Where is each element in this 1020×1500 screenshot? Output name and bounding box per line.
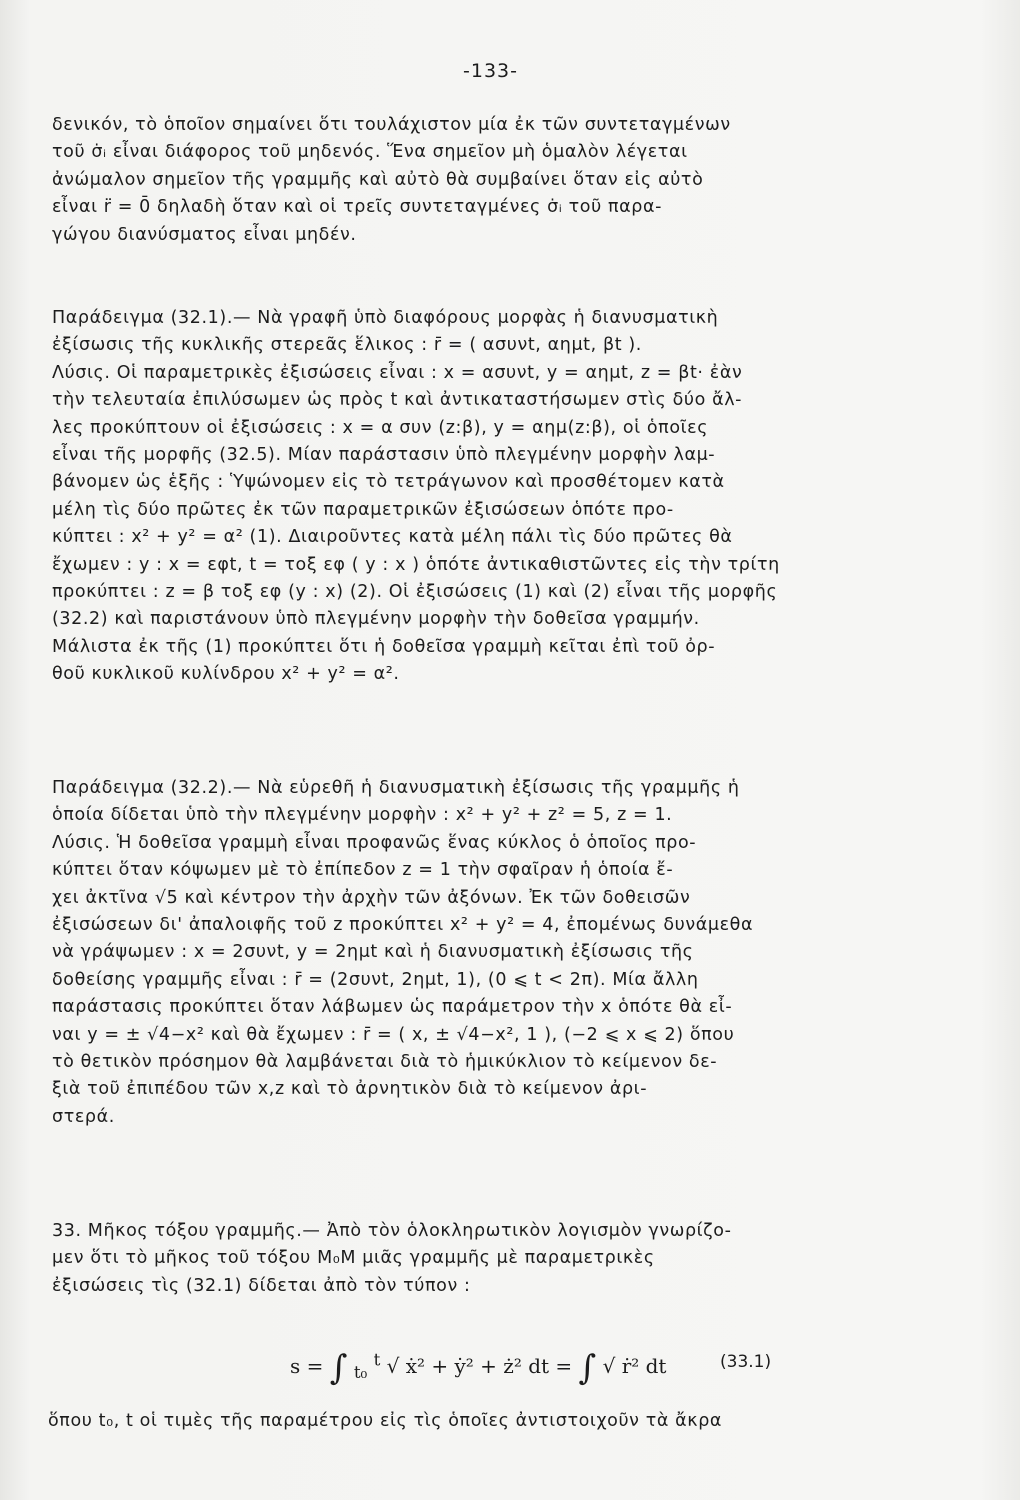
text-line: βάνομεν ὡς ἑξῆς : Ὑψώνομεν εἰς τὸ τετράγωνον καὶ προσθέτομεν κατὰ <box>52 472 725 493</box>
formula-integrand-2: √ ṙ² dt <box>602 1354 667 1378</box>
formula-integrand-1: √ ẋ² + ẏ² + ż² dt = <box>386 1354 579 1378</box>
text-line: ναι y = ± √4−x² καὶ θὰ ἔχωμεν : r̄ = ( x, ± √4−x², 1 ), (−2 ⩽ x ⩽ 2) ὅπου <box>52 1024 735 1045</box>
text-line: ὁποία δίδεται ὑπὸ τὴν πλεγμένην μορφὴν : x² + y² + z² = 5, z = 1. <box>52 805 673 826</box>
equation-number: (33.1) <box>720 1352 772 1372</box>
text-line: Λύσις. Οἱ παραμετρικὲς ἐξισώσεις εἶναι : x = ασυνt, y = αημt, z = βt· ἐὰν <box>52 362 743 383</box>
text-line: χει ἀκτῖνα √5 καὶ κέντρον τὴν ἀρχὴν τῶν ἀξόνων. Ἐκ τῶν δοθεισῶν <box>52 887 691 908</box>
text-line: κύπτει ὅταν κόψωμεν μὲ τὸ ἐπίπεδον z = 1 τὴν σφαῖραν ἡ ὁποία ἔ- <box>52 860 674 881</box>
text-line: στερά. <box>52 1106 115 1127</box>
text-line: Λύσις. Ἡ δοθεῖσα γραμμὴ εἶναι προφανῶς ἕνας κύκλος ὁ ὁποῖος προ- <box>52 832 697 853</box>
text-line: ὅπου t₀, t οἱ τιμὲς τῆς παραμέτρου εἰς τὶς ὁποῖες ἀντιστοιχοῦν τὰ ἄκρα <box>48 1411 723 1431</box>
text-line: τὴν τελευταία ἐπιλύσωμεν ὡς πρὸς t καὶ ἀντικαταστήσωμεν στὶς δύο ἄλ- <box>52 390 743 411</box>
example-32-1 <box>52 305 932 688</box>
section-heading-line: 33. Μῆκος τόξου γραμμῆς.— Ἀπὸ τὸν ὁλοκληρωτικὸν λογισμὸν γνωρίζο- <box>52 1221 732 1241</box>
text-line: δοθείσης γραμμῆς εἶναι : r̄ = (2συνt, 2ημt, 1), (0 ⩽ t < 2π). Μία ἄλλη <box>52 969 699 990</box>
formula-33-1 <box>290 1348 810 1388</box>
text-line: τὸ θετικὸν πρόσημον θὰ λαμβάνεται διὰ τὸ ἡμικύκλιον τὸ κείμενον δε- <box>52 1051 718 1072</box>
page-number: -133- <box>463 60 518 82</box>
text-line: ξιὰ τοῦ ἐπιπέδου τῶν x,z καὶ τὸ ἀρνητικὸν διὰ τὸ κείμενον ἀρι- <box>52 1079 648 1100</box>
text-line: Μάλιστα ἐκ τῆς (1) προκύπτει ὅτι ἡ δοθεῖσα γραμμὴ κεῖται ἐπὶ τοῦ ὀρ- <box>52 636 716 657</box>
text-line: γώγου διανύσματος εἶναι μηδέν. <box>52 224 357 245</box>
text-line: τοῦ σ̇ᵢ εἶναι διάφορος τοῦ μηδενός. Ἕνα σημεῖον μὴ ὁμαλὸν λέγεται <box>52 142 688 163</box>
integral-sign: ∫ <box>578 1348 597 1388</box>
text-line: ἐξίσωσις τῆς κυκλικῆς στερεᾶς ἕλικος : r̄ = ( ασυνt, αημt, βt ). <box>52 335 642 356</box>
text-line: ἐξισώσεων δι' ἀπαλοιφῆς τοῦ z προκύπτει x² + y² = 4, ἐπομένως δυνάμεθα <box>52 914 754 935</box>
text-line: ἀνώμαλον σημεῖον τῆς γραμμῆς καὶ αὐτὸ θὰ συμβαίνει ὅταν εἰς αὐτὸ <box>52 169 704 190</box>
integral-lower-limit: t₀ <box>353 1363 368 1382</box>
text-line: μεν ὅτι τὸ μῆκος τοῦ τόξου M₀M μιᾶς γραμμῆς μὲ παραμετρικὲς <box>52 1248 655 1269</box>
text-line: εἶναι r̈ = 0̄ δηλαδὴ ὅταν καὶ οἱ τρεῖς συντεταγμένες σ̇ᵢ τοῦ παρα- <box>52 197 663 218</box>
text-line: (32.2) καὶ παριστάνουν ὑπὸ πλεγμένην μορφὴν τὴν δοθεῖσα γραμμήν. <box>52 609 700 630</box>
text-line: λες προκύπτουν οἱ ἐξισώσεις : x = α συν (z:β), y = αημ(z:β), οἱ ὁποῖες <box>52 417 709 438</box>
text-line: νὰ γράψωμεν : x = 2συνt, y = 2ημt καὶ ἡ διανυσματικὴ ἐξίσωσις τῆς <box>52 942 694 963</box>
text-line: ἔχωμεν : y : x = εφt, t = τοξ εφ ( y : x ) ὁπότε ἀντικαθιστῶντες εἰς τὴν τρίτη <box>52 554 780 575</box>
integral-upper-limit: t <box>373 1350 381 1370</box>
formula-lhs: s = <box>290 1354 330 1378</box>
text-line: ἐξισώσεις τὶς (32.1) δίδεται ἀπὸ τὸν τύπον : <box>52 1275 471 1296</box>
text-line: εἶναι τῆς μορφῆς (32.5). Μίαν παράστασιν ὑπὸ πλεγμένην μορφὴν λαμ- <box>52 444 716 465</box>
section-33 <box>52 1218 932 1300</box>
integral-sign: ∫ <box>329 1348 348 1388</box>
text-line: κύπτει : x² + y² = α² (1). Διαιροῦντες κατὰ μέλη πάλι τὶς δύο πρῶτες θὰ <box>52 527 733 548</box>
text-line: θοῦ κυκλικοῦ κυλίνδρου x² + y² = α². <box>52 664 400 685</box>
text-line: δενικόν, τὸ ὁποῖον σημαίνει ὅτι τουλάχιστον μία ἐκ τῶν συντεταγμένων <box>52 115 731 135</box>
example-heading-line: Παράδειγμα (32.1).— Νὰ γραφῆ ὑπὸ διαφόρους μορφὰς ἡ διανυσματικὴ <box>52 308 719 328</box>
example-heading-line: Παράδειγμα (32.2).— Νὰ εὑρεθῆ ἡ διανυσματικὴ ἐξίσωσις τῆς γραμμῆς ἡ <box>52 778 740 798</box>
text-line: παράστασις προκύπτει ὅταν λάβωμεν ὡς παράμετρον τὴν x ὁπότε θὰ εἶ- <box>52 997 733 1018</box>
example-32-2 <box>52 775 932 1131</box>
intro-paragraph <box>52 112 932 249</box>
text-line: προκύπτει : z = β τοξ εφ (y : x) (2). Οἱ ἐξισώσεις (1) καὶ (2) εἶναι τῆς μορφῆς <box>52 581 778 602</box>
text-line: μέλη τὶς δύο πρῶτες ἐκ τῶν παραμετρικῶν ἐξισώσεων ὁπότε προ- <box>52 499 674 520</box>
